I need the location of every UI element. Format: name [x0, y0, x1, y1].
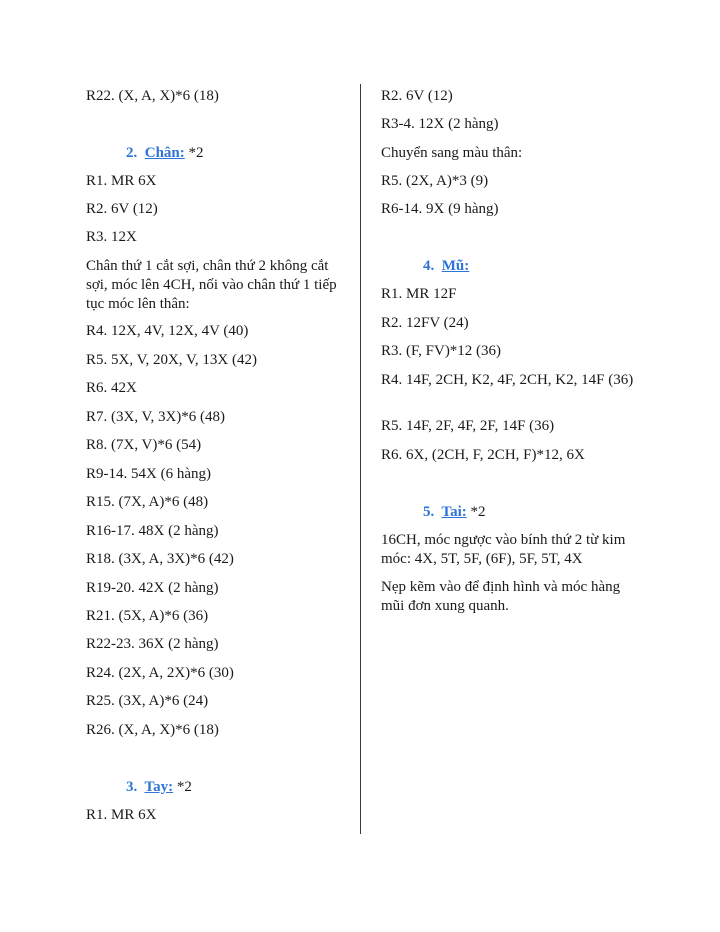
row: R15. (7X, A)*6 (48) [86, 494, 209, 510]
legs-note-paragraph: Chân thứ 1 cắt sợi, chân thứ 2 không cắt sợi, móc lên 4CH, nối vào chân thứ 1 tiếp tục móc lên thân: [86, 258, 337, 312]
section-heading-ears [423, 503, 486, 522]
row: R26. (X, A, X)*6 (18) [86, 722, 219, 738]
section-heading-legs [126, 144, 204, 163]
section-number: 5. [423, 504, 435, 520]
section-heading-hat [423, 257, 469, 276]
section-title: Tai: [441, 504, 467, 520]
row: R2. 6V (12) [86, 201, 158, 217]
row: Chuyển sang màu thân: [381, 145, 523, 161]
row: R5. 14F, 2F, 4F, 2F, 14F (36) [381, 418, 555, 434]
row: R5. 5X, V, 20X, V, 13X (42) [86, 352, 257, 368]
section-title: Tay: [144, 779, 174, 795]
row-r22: R22. (X, A, X)*6 (18) [86, 88, 219, 104]
section-number: 2. [126, 145, 138, 161]
row: R3-4. 12X (2 hàng) [381, 116, 499, 132]
section-multiplier: *2 [173, 779, 192, 795]
section-title: Mũ: [441, 258, 470, 274]
row: R1. MR 6X [86, 173, 157, 189]
section-number: 4. [423, 258, 435, 274]
section-number: 3. [126, 779, 138, 795]
row: R24. (2X, A, 2X)*6 (30) [86, 665, 234, 681]
row: R2. 6V (12) [381, 88, 453, 104]
row: R7. (3X, V, 3X)*6 (48) [86, 409, 226, 425]
ears-instructions: 16CH, móc ngược vào bính thứ 2 từ kim móc: 4X, 5T, 5F, (6F), 5F, 5T, 4X [381, 532, 626, 567]
section-title: Chân: [144, 145, 185, 161]
row: R21. (5X, A)*6 (36) [86, 608, 209, 624]
row: R4. 12X, 4V, 12X, 4V (40) [86, 323, 249, 339]
row: R1. MR 12F [381, 286, 457, 302]
row: R6-14. 9X (9 hàng) [381, 201, 499, 217]
row: R19-20. 42X (2 hàng) [86, 580, 219, 596]
row: R2. 12FV (24) [381, 315, 469, 331]
column-divider [360, 84, 361, 834]
row: R25. (3X, A)*6 (24) [86, 693, 209, 709]
row: R3. 12X [86, 229, 137, 245]
row: R22-23. 36X (2 hàng) [86, 636, 219, 652]
row: R8. (7X, V)*6 (54) [86, 437, 202, 453]
row: R18. (3X, A, 3X)*6 (42) [86, 551, 234, 567]
section-multiplier: *2 [466, 504, 486, 520]
row: R6. 42X [86, 380, 137, 396]
row: R9-14. 54X (6 hàng) [86, 466, 211, 482]
ears-note: Nẹp kẽm vào để định hình và móc hàng mũi đơn xung quanh. [381, 579, 621, 614]
row: R4. 14F, 2CH, K2, 4F, 2CH, K2, 14F (36) [381, 372, 634, 388]
section-heading-arms [126, 778, 192, 797]
row: R1. MR 6X [86, 807, 157, 823]
row: R16-17. 48X (2 hàng) [86, 523, 219, 539]
section-multiplier: *2 [184, 145, 204, 161]
row: R6. 6X, (2CH, F, 2CH, F)*12, 6X [381, 447, 585, 463]
row: R3. (F, FV)*12 (36) [381, 343, 502, 359]
row: R5. (2X, A)*3 (9) [381, 173, 489, 189]
